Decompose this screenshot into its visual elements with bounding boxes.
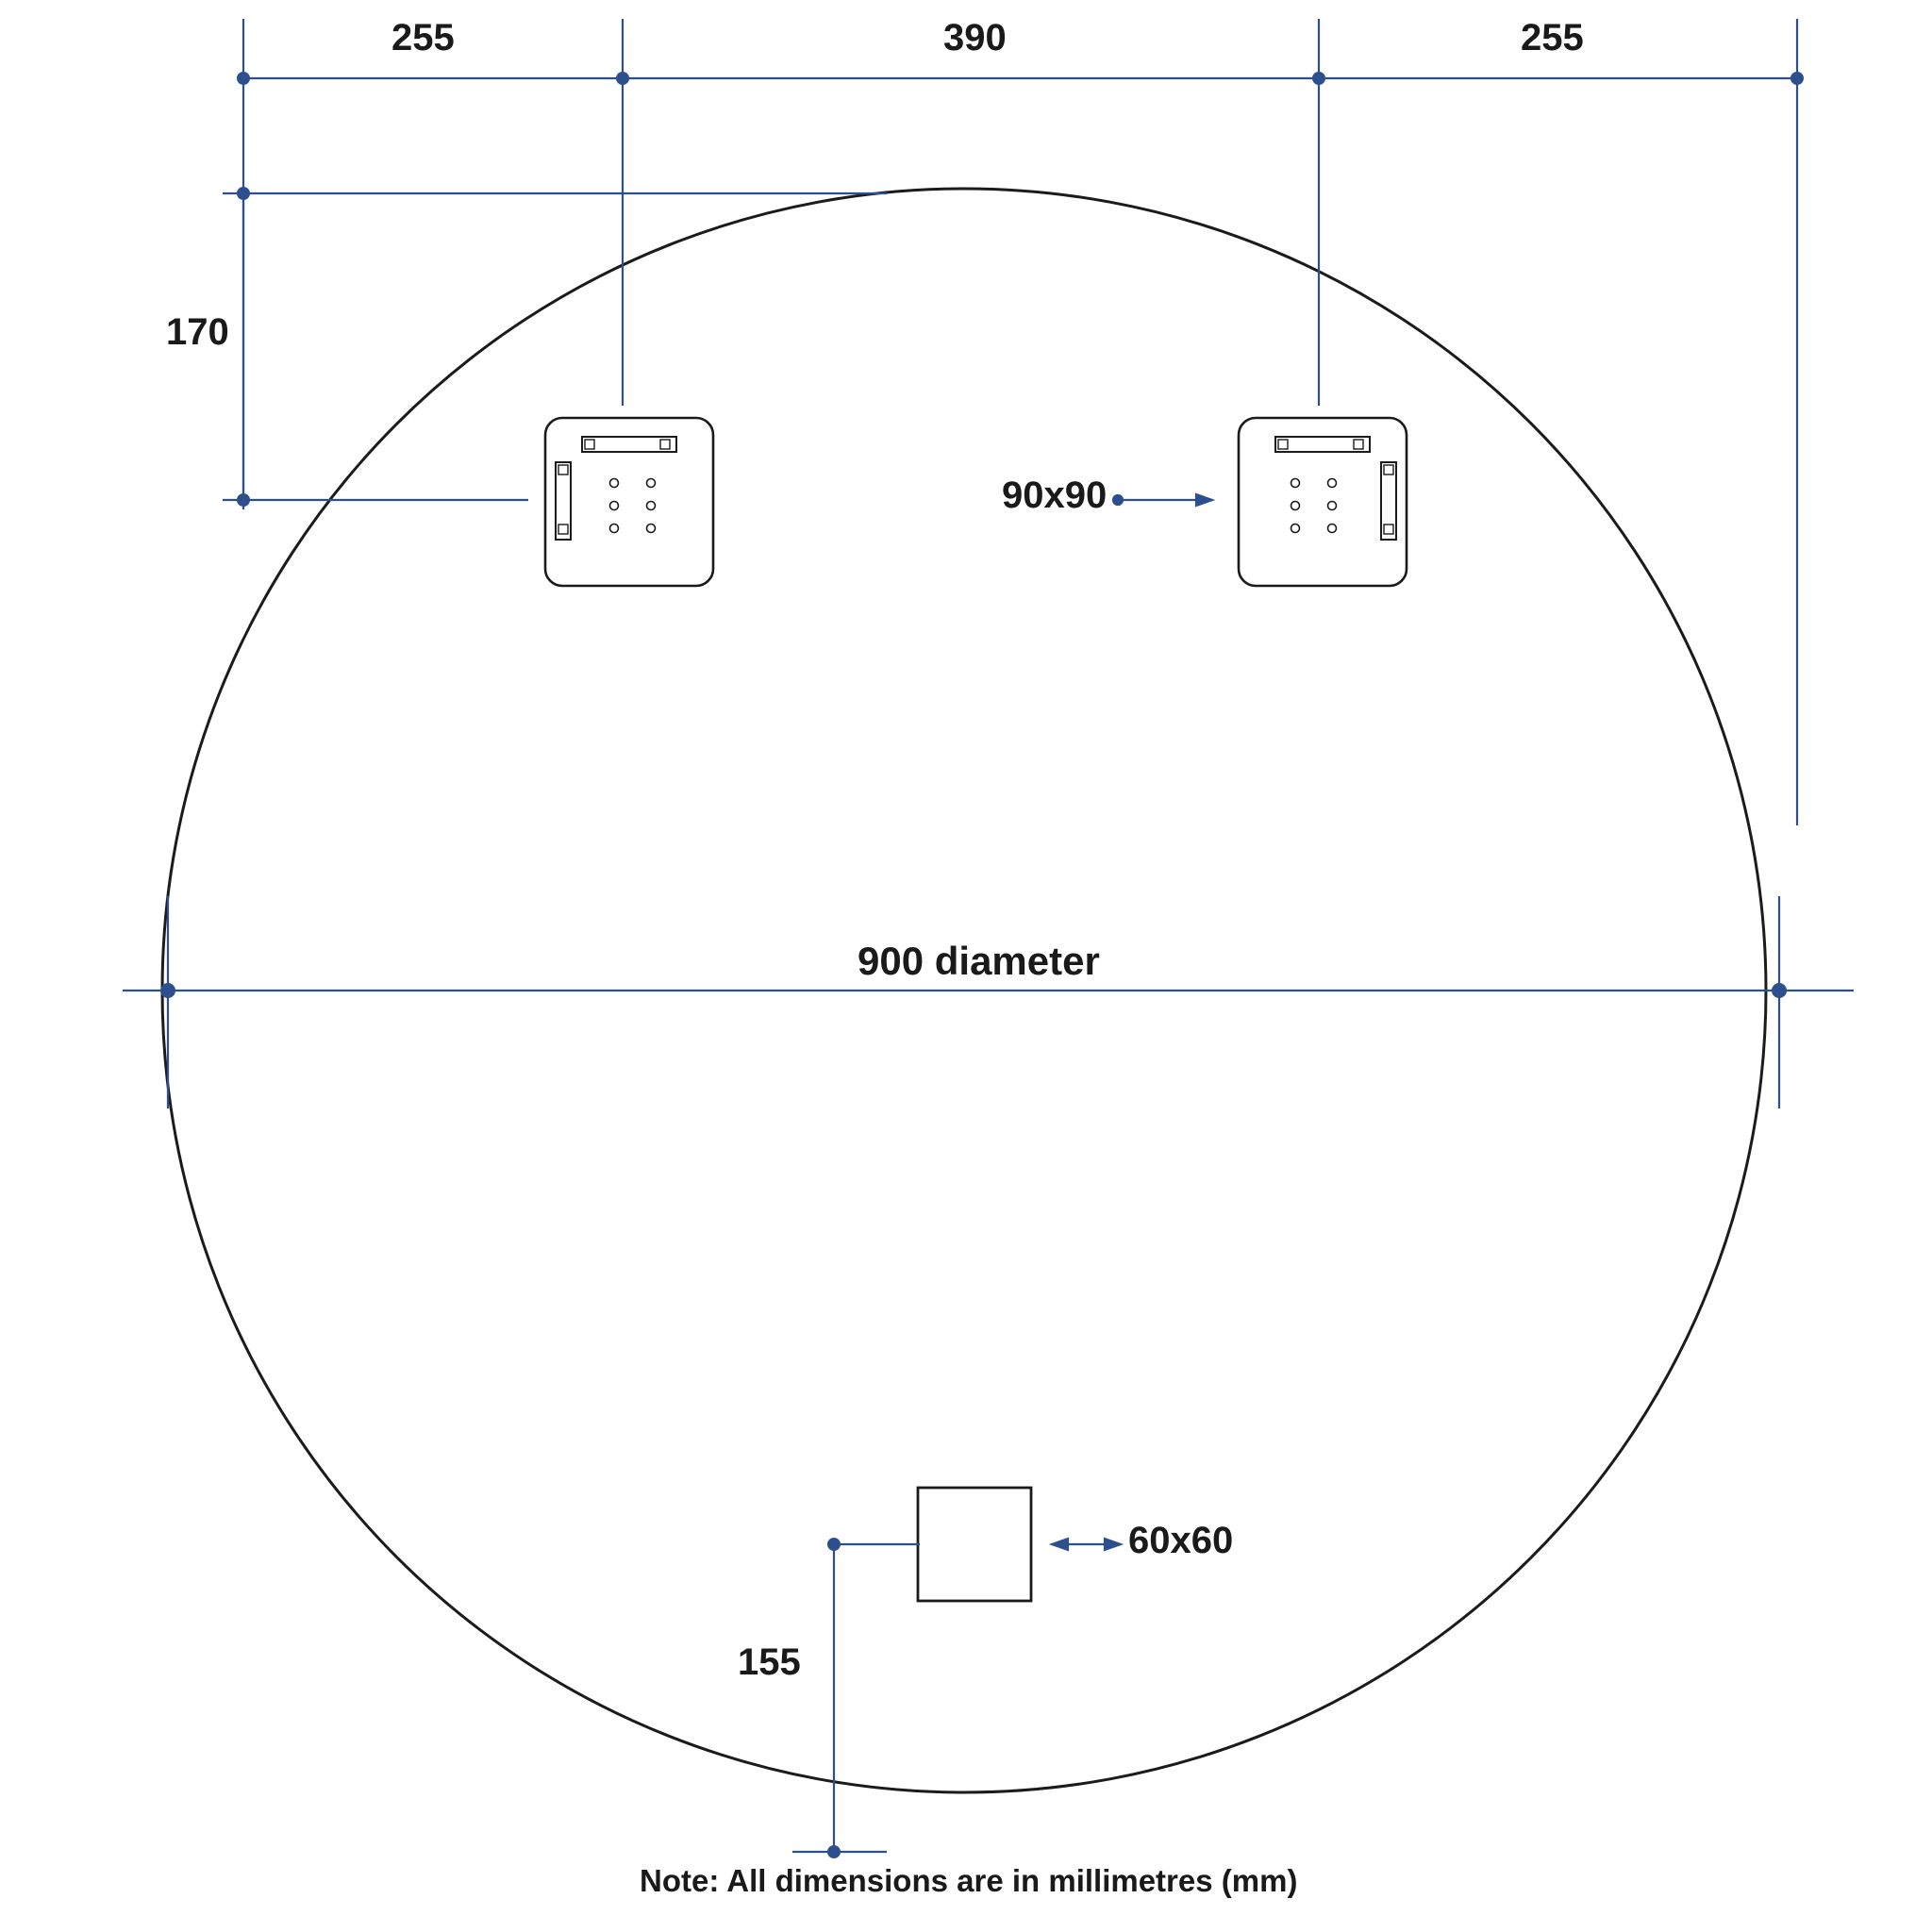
top-dimension-group — [243, 19, 1797, 825]
dimension-label-255-left: 255 — [391, 17, 455, 58]
label-60x60-leader — [1052, 1539, 1121, 1550]
dimension-label-390: 390 — [943, 17, 1007, 58]
drawing-note: Note: All dimensions are in millimetres (mm) — [640, 1863, 1298, 1898]
junction-box-graphic — [918, 1488, 1031, 1601]
component-label-90x90: 90x90 — [1002, 475, 1108, 516]
component-label-60x60: 60x60 — [1128, 1520, 1234, 1561]
vertical-170-dimension-group — [223, 193, 887, 500]
dimension-label-170: 170 — [166, 311, 229, 353]
bracket-right-graphic — [1239, 418, 1407, 586]
dimension-label-diameter: 900 diameter — [844, 939, 1113, 984]
dimension-label-155: 155 — [738, 1641, 801, 1683]
label-90x90-leader — [1113, 494, 1212, 506]
bracket-left-graphic — [545, 418, 713, 586]
dimension-label-255-right: 255 — [1521, 17, 1584, 58]
vertical-155-dimension-group — [792, 1544, 920, 1852]
diameter-dimension-group — [123, 896, 1854, 1108]
